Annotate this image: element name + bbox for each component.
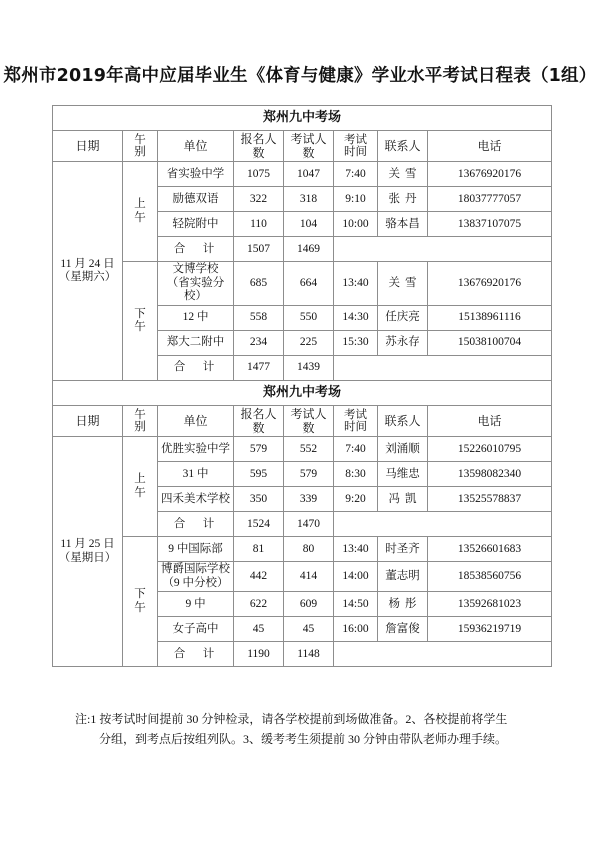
table-row xyxy=(53,537,552,562)
ampm-cell-morning-line-1: 上 xyxy=(134,473,146,486)
exam-count-cell: 80 xyxy=(284,537,334,562)
venue-title: 郑州九中考场 xyxy=(53,381,552,406)
total-empty-cell xyxy=(334,237,552,262)
ampm-cell-morning-line-1: 上 xyxy=(134,198,146,211)
ampm-cell-morning-line-2: 午 xyxy=(134,211,146,224)
exam-time-cell: 9:10 xyxy=(334,187,378,212)
signup-count-cell: 595 xyxy=(234,462,284,487)
exam-count-cell: 664 xyxy=(284,262,334,306)
contact-cell: 冯凯 xyxy=(378,487,428,512)
signup-count-cell: 622 xyxy=(234,592,284,617)
contact-cell: 杨彤 xyxy=(378,592,428,617)
header-date: 日期 xyxy=(53,131,123,162)
signup-count-cell: 350 xyxy=(234,487,284,512)
ampm-cell-morning xyxy=(123,162,158,262)
exam-count-cell: 104 xyxy=(284,212,334,237)
contact-cell: 刘涌顺 xyxy=(378,437,428,462)
phone-cell: 13676920176 xyxy=(428,262,552,306)
column-header-row xyxy=(53,131,552,162)
unit-cell: 郑大二附中 xyxy=(158,331,234,356)
footnote-line-2: 分组，到考点后按组列队。3、缓考考生须提前 30 分钟由带队老师办理手续。 xyxy=(99,731,508,746)
unit-cell-line-1: 文博学校 xyxy=(172,263,219,276)
ampm-cell-afternoon-line-2: 午 xyxy=(134,601,146,614)
exam-time-cell: 14:00 xyxy=(334,562,378,592)
exam-time-cell: 7:40 xyxy=(334,162,378,187)
date-cell-line-2: （星期日） xyxy=(58,551,117,564)
venue-title: 郑州九中考场 xyxy=(53,106,552,131)
date-cell-line-2: （星期六） xyxy=(58,271,117,284)
footnote-line-1: 注:1 按考试时间提前 30 分钟检录，请各学校提前到场做准备。2、各校提前将学生 xyxy=(75,712,508,726)
unit-cell-line-2: （9 中分校） xyxy=(162,576,229,589)
exam-count-cell: 609 xyxy=(284,592,334,617)
total-exam-cell: 1148 xyxy=(284,642,334,667)
header-phone: 电话 xyxy=(428,131,552,162)
total-exam-cell: 1470 xyxy=(284,512,334,537)
phone-cell: 13526601683 xyxy=(428,537,552,562)
total-exam-cell: 1439 xyxy=(284,356,334,381)
ampm-cell-afternoon-line-2: 午 xyxy=(134,321,146,334)
exam-time-cell: 16:00 xyxy=(334,617,378,642)
phone-cell: 18037777057 xyxy=(428,187,552,212)
unit-cell: 励德双语 xyxy=(158,187,234,212)
header-phone: 电话 xyxy=(428,406,552,437)
exam-count-cell: 1047 xyxy=(284,162,334,187)
exam-time-cell: 13:40 xyxy=(334,262,378,306)
unit-cell xyxy=(158,262,234,306)
contact-cell: 苏永存 xyxy=(378,331,428,356)
signup-count-cell: 322 xyxy=(234,187,284,212)
phone-cell: 13592681023 xyxy=(428,592,552,617)
ampm-cell-morning xyxy=(123,437,158,537)
ampm-cell-afternoon-line-1: 下 xyxy=(134,307,146,320)
exam-count-cell: 45 xyxy=(284,617,334,642)
exam-time-cell: 13:40 xyxy=(334,537,378,562)
header-unit: 单位 xyxy=(158,406,234,437)
exam-count-cell: 552 xyxy=(284,437,334,462)
header-contact: 联系人 xyxy=(378,406,428,437)
unit-cell-line-1: 博爵国际学校 xyxy=(161,563,230,576)
exam-count-cell: 550 xyxy=(284,306,334,331)
signup-count-cell: 558 xyxy=(234,306,284,331)
signup-count-cell: 110 xyxy=(234,212,284,237)
exam-time-cell: 7:40 xyxy=(334,437,378,462)
phone-cell: 15226010795 xyxy=(428,437,552,462)
header-exam-time xyxy=(334,406,378,437)
unit-cell-line-2: （省实验分校） xyxy=(166,276,225,303)
phone-cell: 13598082340 xyxy=(428,462,552,487)
unit-cell: 12 中 xyxy=(158,306,234,331)
date-cell xyxy=(53,162,123,381)
total-signup-cell: 1524 xyxy=(234,512,284,537)
exam-count-cell: 414 xyxy=(284,562,334,592)
total-label-cell: 合 计 xyxy=(158,237,234,262)
phone-cell: 13676920176 xyxy=(428,162,552,187)
ampm-cell-afternoon xyxy=(123,262,158,381)
header-exam-count: 考试人数 xyxy=(284,406,334,437)
table-row xyxy=(53,262,552,306)
exam-time-cell: 9:20 xyxy=(334,487,378,512)
venue-row xyxy=(53,381,552,406)
signup-count-cell: 442 xyxy=(234,562,284,592)
unit-cell: 31 中 xyxy=(158,462,234,487)
contact-cell: 詹富俊 xyxy=(378,617,428,642)
page-title: 郑州市2019年高中应届毕业生《体育与健康》学业水平考试日程表（1组） xyxy=(3,66,597,86)
total-label-cell: 合 计 xyxy=(158,512,234,537)
phone-cell: 15038100704 xyxy=(428,331,552,356)
column-header-row xyxy=(53,406,552,437)
unit-cell xyxy=(158,562,234,592)
header-ampm-line-1: 午 xyxy=(134,409,146,422)
exam-count-cell: 318 xyxy=(284,187,334,212)
total-signup-cell: 1477 xyxy=(234,356,284,381)
contact-cell: 时圣齐 xyxy=(378,537,428,562)
header-exam-time-line-1: 考试 xyxy=(344,134,367,147)
phone-cell: 13525578837 xyxy=(428,487,552,512)
unit-cell: 9 中 xyxy=(158,592,234,617)
ampm-cell-morning-line-2: 午 xyxy=(134,486,146,499)
unit-cell: 四禾美术学校 xyxy=(158,487,234,512)
date-cell-line-1: 11 月 25 日 xyxy=(60,538,115,551)
table-row xyxy=(53,437,552,462)
total-label-cell: 合 计 xyxy=(158,356,234,381)
exam-count-cell: 579 xyxy=(284,462,334,487)
header-ampm-line-1: 午 xyxy=(134,134,146,147)
unit-cell: 省实验中学 xyxy=(158,162,234,187)
contact-cell: 关雪 xyxy=(378,262,428,306)
signup-count-cell: 81 xyxy=(234,537,284,562)
total-empty-cell xyxy=(334,512,552,537)
exam-count-cell: 339 xyxy=(284,487,334,512)
exam-time-cell: 8:30 xyxy=(334,462,378,487)
table-row xyxy=(53,162,552,187)
header-exam-time xyxy=(334,131,378,162)
contact-cell: 关雪 xyxy=(378,162,428,187)
header-signup-count: 报名人数 xyxy=(234,131,284,162)
date-cell-line-1: 11 月 24 日 xyxy=(60,257,115,270)
exam-time-cell: 10:00 xyxy=(334,212,378,237)
footnote xyxy=(75,710,527,750)
total-exam-cell: 1469 xyxy=(284,237,334,262)
exam-time-cell: 14:50 xyxy=(334,592,378,617)
header-signup-count: 报名人数 xyxy=(234,406,284,437)
header-ampm xyxy=(123,131,158,162)
header-ampm-line-2: 别 xyxy=(134,146,146,159)
header-ampm-line-2: 别 xyxy=(134,421,146,434)
date-cell xyxy=(53,437,123,667)
phone-cell: 13837107075 xyxy=(428,212,552,237)
contact-cell: 骆本昌 xyxy=(378,212,428,237)
signup-count-cell: 579 xyxy=(234,437,284,462)
header-contact: 联系人 xyxy=(378,131,428,162)
total-empty-cell xyxy=(334,356,552,381)
header-exam-time-line-2: 时间 xyxy=(344,146,367,159)
exam-schedule-table xyxy=(52,105,552,667)
unit-cell: 9 中国际部 xyxy=(158,537,234,562)
header-unit: 单位 xyxy=(158,131,234,162)
exam-time-cell: 14:30 xyxy=(334,306,378,331)
unit-cell: 轻院附中 xyxy=(158,212,234,237)
header-exam-time-line-1: 考试 xyxy=(344,409,367,422)
header-date: 日期 xyxy=(53,406,123,437)
phone-cell: 15936219719 xyxy=(428,617,552,642)
schedule-table-container xyxy=(52,105,551,667)
phone-cell: 15138961116 xyxy=(428,306,552,331)
total-empty-cell xyxy=(334,642,552,667)
header-exam-time-line-2: 时间 xyxy=(344,421,367,434)
signup-count-cell: 685 xyxy=(234,262,284,306)
unit-cell: 优胜实验中学 xyxy=(158,437,234,462)
venue-row xyxy=(53,106,552,131)
total-label-cell: 合 计 xyxy=(158,642,234,667)
contact-cell: 任庆亮 xyxy=(378,306,428,331)
ampm-cell-afternoon-line-1: 下 xyxy=(134,588,146,601)
contact-cell: 张丹 xyxy=(378,187,428,212)
signup-count-cell: 45 xyxy=(234,617,284,642)
phone-cell: 18538560756 xyxy=(428,562,552,592)
unit-cell: 女子高中 xyxy=(158,617,234,642)
total-signup-cell: 1507 xyxy=(234,237,284,262)
total-signup-cell: 1190 xyxy=(234,642,284,667)
signup-count-cell: 1075 xyxy=(234,162,284,187)
header-ampm xyxy=(123,406,158,437)
ampm-cell-afternoon xyxy=(123,537,158,667)
contact-cell: 马维忠 xyxy=(378,462,428,487)
header-exam-count: 考试人数 xyxy=(284,131,334,162)
exam-count-cell: 225 xyxy=(284,331,334,356)
exam-time-cell: 15:30 xyxy=(334,331,378,356)
contact-cell: 董志明 xyxy=(378,562,428,592)
signup-count-cell: 234 xyxy=(234,331,284,356)
